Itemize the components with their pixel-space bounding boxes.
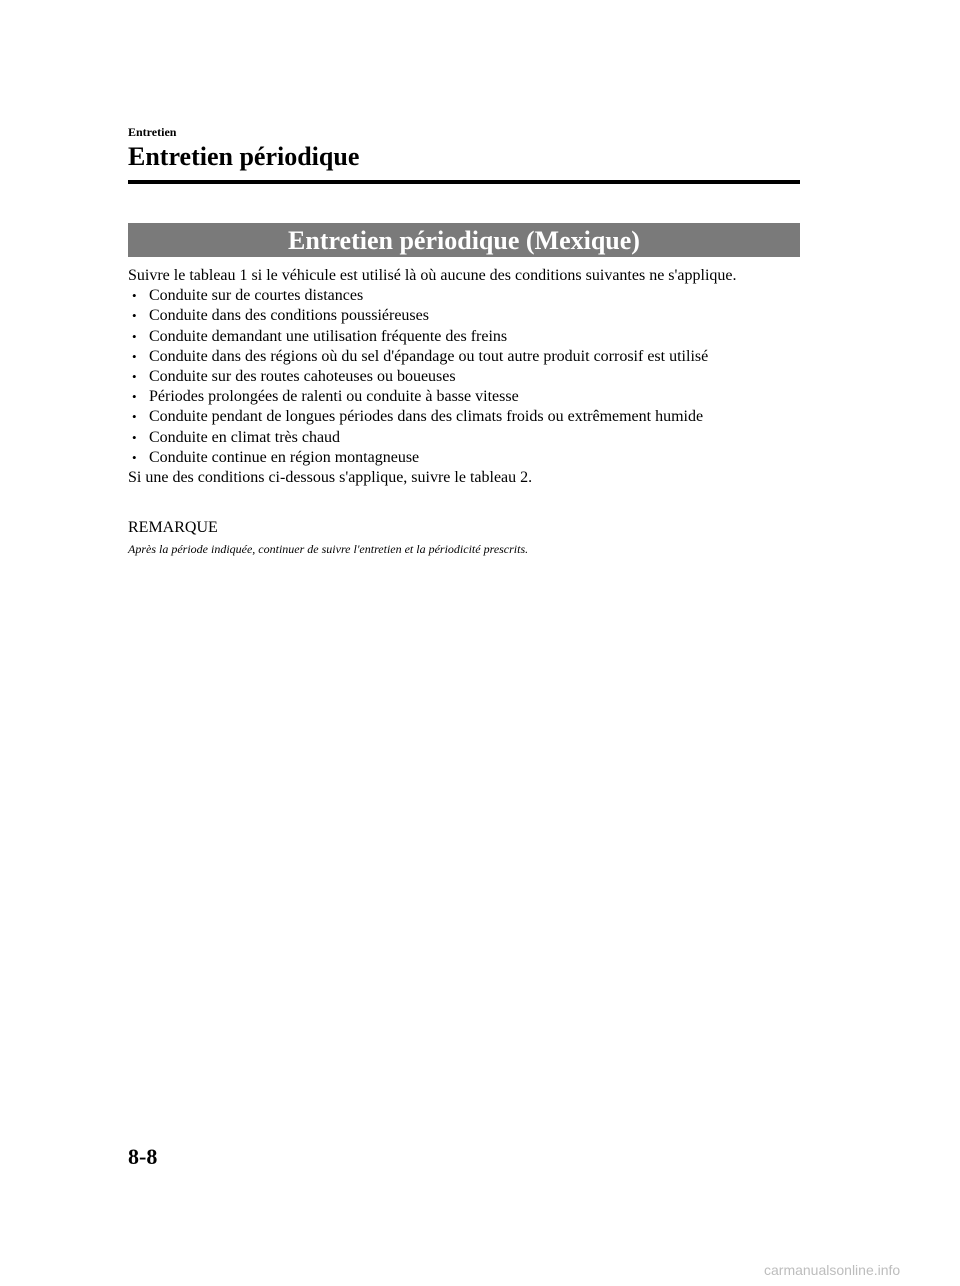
chapter-label: Entretien: [128, 125, 177, 139]
section-body: [128, 266, 808, 488]
condition-text: Conduite dans des régions où du sel d'épandage ou tout autre produit corrosif est utilisé: [149, 347, 709, 365]
list-item: [128, 407, 808, 427]
list-item: [128, 367, 808, 387]
bullet-icon: •: [132, 449, 137, 465]
list-item: [128, 387, 808, 407]
note-text: Après la période indiquée, continuer de suivre l'entretien et la périodicité prescrits.: [128, 542, 529, 556]
bullet-icon: •: [132, 409, 137, 425]
closing-paragraph: Si une des conditions ci-dessous s'applique, suivre le tableau 2.: [128, 469, 533, 487]
condition-text: Conduite demandant une utilisation fréquente des freins: [149, 327, 508, 345]
list-item: [128, 306, 808, 326]
bullet-icon: •: [132, 348, 137, 364]
section-banner: Entretien périodique (Mexique): [128, 223, 800, 257]
list-item: [128, 286, 808, 306]
list-item: [128, 448, 808, 468]
conditions-list: [128, 286, 808, 468]
list-item: [128, 347, 808, 367]
watermark: carmanualsonline.info: [764, 1262, 901, 1278]
condition-text: Conduite en climat très chaud: [149, 428, 341, 446]
header-divider: [128, 180, 800, 184]
condition-text: Conduite sur de courtes distances: [149, 287, 364, 305]
bullet-icon: •: [132, 308, 137, 324]
bullet-icon: •: [132, 389, 137, 405]
intro-paragraph: Suivre le tableau 1 si le véhicule est utilisé là où aucune des conditions suivantes ne s'applique.: [128, 267, 737, 284]
bullet-icon: •: [132, 328, 137, 344]
page-number: 8-8: [128, 1144, 158, 1169]
note-heading: REMARQUE: [128, 519, 218, 536]
bullet-icon: •: [132, 288, 137, 304]
condition-text: Conduite dans des conditions poussiéreuses: [149, 307, 429, 325]
list-item: [128, 327, 808, 347]
page-title: Entretien périodique: [128, 142, 360, 171]
condition-text: Conduite sur des routes cahoteuses ou boueuses: [149, 368, 456, 386]
bullet-icon: •: [132, 429, 137, 445]
list-item: [128, 428, 808, 448]
condition-text: Périodes prolongées de ralenti ou conduite à basse vitesse: [149, 388, 519, 406]
condition-text: Conduite pendant de longues périodes dans des climats froids ou extrêmement humide: [149, 408, 704, 426]
bullet-icon: •: [132, 369, 137, 385]
condition-text: Conduite continue en région montagneuse: [149, 448, 420, 466]
